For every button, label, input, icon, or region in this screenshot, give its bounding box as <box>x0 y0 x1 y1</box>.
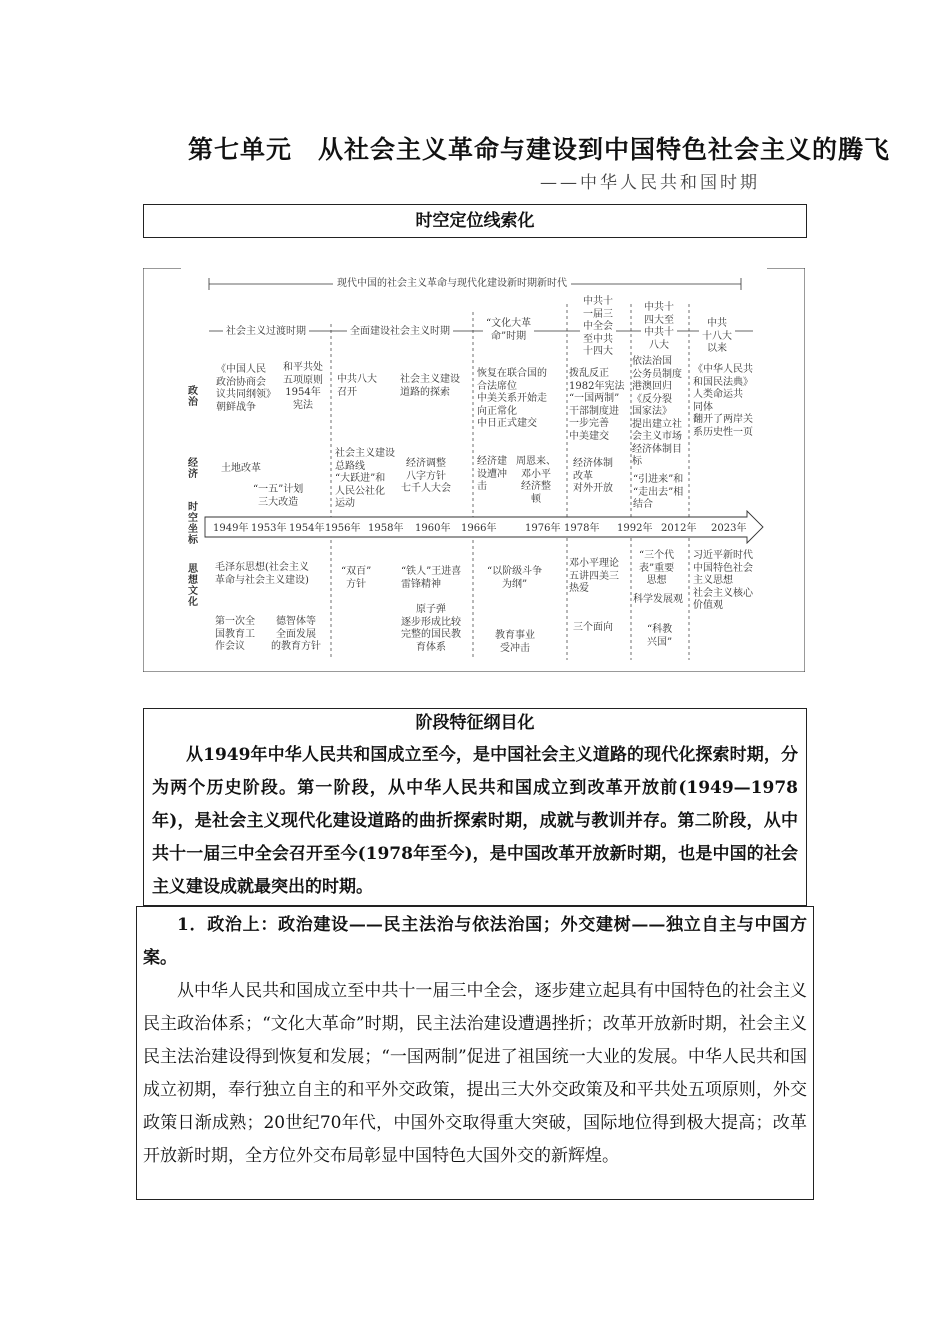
row-label-economy: 经济 <box>188 458 198 480</box>
culture-item: 毛泽东思想(社会主义 革命与社会主义建设) <box>215 562 309 586</box>
culture-item: 邓小平理论 五讲四美三 热爱 <box>569 558 619 594</box>
culture-item: 德智体等 全面发展 的教育方针 <box>271 616 321 652</box>
politics-item: 《中国人民 政治协商会 议共同纲领》 朝鲜战争 <box>216 364 276 413</box>
year-tick: 1992年 <box>617 523 653 534</box>
unit-subtitle: ——中华人民共和国时期 <box>540 173 760 193</box>
economy-item: 经济体制 改革 对外开放 <box>573 458 613 494</box>
culture-item: 原子弹 逐步形成比较 完整的国民教 育体系 <box>401 604 461 653</box>
economy-item: “引进来”和 “走出去”相 结合 <box>633 474 684 510</box>
period-reform: 中共十 一届三 中全会 至中共 十四大 <box>580 296 616 359</box>
year-tick: 2023年 <box>711 523 747 534</box>
year-tick: 1958年 <box>368 523 404 534</box>
row-label-coordinate: 时空坐标 <box>188 502 198 546</box>
year-tick: 2012年 <box>661 523 697 534</box>
politics-item: 拨乱反正 1982年宪法 “一国两制” 干部制度进 一步完善 中美建交 <box>569 368 625 442</box>
year-tick: 1966年 <box>461 523 497 534</box>
section-title-timeline: 时空定位线索化 <box>143 204 807 238</box>
politics-section-box <box>136 906 814 1200</box>
year-tick: 1953年 <box>251 523 287 534</box>
politics-body: 从中华人民共和国成立至中共十一届三中全会，逐步建立起具有中国特色的社会主义民主政治体系；“文化大革命”时期，民主法治建设遭遇挫折；改革开放新时期，社会主义民主法治建设得到恢复和发展；“一国两制”促进了祖国统一大业的发展。中华人民共和国成立初期，奉行独立自主的和平外交政策，提出三大外交政策及和平共处五项原则，外交政策日渐成熟；20世纪70年代，中国外交取得重大突破，国际地位得到极大提高；改革开放新时期，全方位外交布局彰显中国特色大国外交的新辉煌。 <box>143 981 807 1166</box>
economy-item: “一五”计划 三大改造 <box>253 484 304 508</box>
economy-item: 周恩来、 邓小平 经济整 顿 <box>516 456 556 505</box>
culture-item: “铁人”王进喜 雷锋精神 <box>401 566 462 590</box>
politics-item: 依法治国 公务员制度 港澳回归 《反分裂 国家法》 提出建立社 会主义市场 经济体制目 标 <box>632 356 682 467</box>
year-tick: 1954年 <box>289 523 325 534</box>
culture-item: “双百” 方针 <box>341 566 372 590</box>
period-new-era: 中共 十八大 以来 <box>699 318 735 356</box>
section-title-stage: 阶段特征纲目化 <box>415 713 535 733</box>
politics-item: 社会主义建设 道路的探索 <box>400 374 460 398</box>
year-tick: 1956年 <box>325 523 361 534</box>
period-full-construction: 全面建设社会主义时期 <box>347 326 453 339</box>
unit-title: 第七单元 从社会主义革命与建设到中国特色社会主义的腾飞 <box>188 135 891 164</box>
economy-item: 社会主义建设 总路线 “大跃进”和 人民公社化 运动 <box>335 448 395 509</box>
economy-item: 经济建 设遭冲 击 <box>477 456 507 492</box>
culture-item: “三个代 表”重要 思想 <box>639 550 675 586</box>
culture-item: 第一次全 国教育工 作会议 <box>215 616 255 652</box>
row-label-politics: 政治 <box>188 386 198 408</box>
culture-item: 科学发展观 <box>633 594 683 605</box>
period-transition: 社会主义过渡时期 <box>223 326 309 339</box>
year-tick: 1976年 <box>525 523 561 534</box>
period-cultural-revolution: “文化大革 命”时期 <box>483 318 534 343</box>
stage-features-box <box>143 708 807 906</box>
culture-item: “科教 兴国” <box>647 624 673 648</box>
politics-item: 《中华人民共 和国民法典》 人类命运共 同体 翻开了两岸关 系历史性一页 <box>693 364 753 438</box>
politics-item: 中共八大 召开 <box>337 374 377 398</box>
row-label-culture: 思想文化 <box>188 564 198 608</box>
politics-item: 恢复在联合国的 合法席位 中美关系开始走 向正常化 中日正式建交 <box>477 368 547 429</box>
politics-item: 和平共处 五项原则 1954年 宪法 <box>283 362 323 411</box>
politics-heading: 1．政治上：政治建设——民主法治与依法治国；外交建树——独立自主与中国方案。 <box>143 915 807 968</box>
culture-item: 习近平新时代 中国特色社会 主义思想 社会主义核心 价值观 <box>693 550 753 611</box>
economy-item: 经济调整 八字方针 七千人大会 <box>401 458 451 494</box>
timeline-diagram <box>143 268 805 672</box>
stage-features-text: 从1949年中华人民共和国成立至今，是中国社会主义道路的现代化探索时期，分为两个历史阶段。第一阶段，从中华人民共和国成立到改革开放前(1949—1978年)，是社会主义现代化建设道路的曲折探索时期，成就与教训并存。第二阶段，从中共十一届三中全会召开至今(1978年至今)，是中国改革开放新时期，也是中国的社会主义建设成就最突出的时期。 <box>152 745 798 897</box>
culture-item: 教育事业 受冲击 <box>495 630 535 654</box>
timeline-banner: 现代中国的社会主义革命与现代化建设新时期新时代 <box>333 278 571 291</box>
culture-item: 三个面向 <box>573 622 613 633</box>
period-14th-18th: 中共十 四大至 中共十 八大 <box>641 302 677 352</box>
year-tick: 1960年 <box>415 523 451 534</box>
economy-item: 土地改革 <box>221 463 261 474</box>
year-tick: 1949年 <box>213 523 249 534</box>
culture-item: “以阶级斗争 为纲” <box>487 566 543 590</box>
year-tick: 1978年 <box>564 523 600 534</box>
